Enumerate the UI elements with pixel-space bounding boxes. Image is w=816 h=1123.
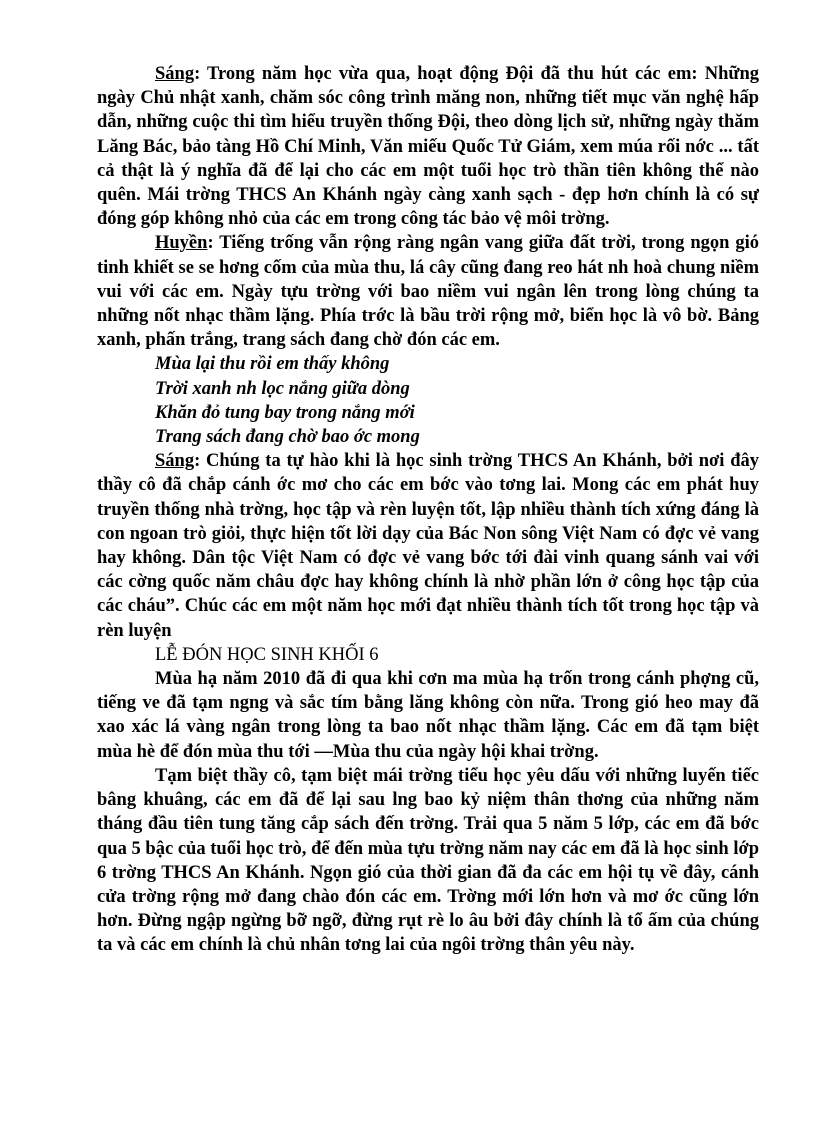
document-page (97, 62, 759, 958)
paragraph-huyen (97, 231, 759, 352)
paragraph-sang-2 (97, 449, 759, 643)
paragraph-farewell: Tạm biệt thầy cô, tạm biệt mái trờng tiểu học yêu dấu với những luyến tiếc bâng khuâng, các em đã để lại sau lng bao kỷ niệm thân thơng của những năm tháng đầu tiên tung tăng cắp sách đến trờng. Trải qua 5 năm 5 lớp, các em đã bớc qua 5 bậc của tuổi học trò, để đến mùa tựu trờng năm nay các em đã là học sinh lớp 6 trờng THCS An Khánh. Ngọn gió của thời gian đã đa các em hội tụ về đây, cánh cửa trờng rộng mở đang chào đón các em. Trờng mới lớn hơn và mơ ớc cũng lớn hơn. Đừng ngập ngừng bỡ ngỡ, đừng rụt rè lo âu bởi đây chính là tổ ấm của chúng ta và các em chính là chủ nhân tơng lai của ngôi trờng thân yêu này. (97, 765, 759, 956)
paragraph-text: : Chúng ta tự hào khi là học sinh trờng THCS An Khánh, bởi nơi đây thầy cô đã chắp cánh ớc mơ cho các em bớc vào tơng lai. Mong các em phát huy truyền thống nhà trờng, học tập và rèn luyện tốt, lập nhiều thành tích xứng đáng là con ngoan trò giỏi, thực hiện tốt lời dạy của Bác Non sông Việt Nam có đợc vẻ vang hay không. Dân tộc Việt Nam có đợc vẻ vang bớc tới đài vinh quang sánh vai với các cờng quốc năm châu đợc hay không chính là nhờ phần lớn ở công học tập của các cháu”. Chúc các em một năm học mới đạt nhiều thành tích tốt trong học tập và rèn luyện (97, 451, 759, 641)
paragraph-sang-1 (97, 62, 759, 231)
paragraph-text: : Tiếng trống vẫn rộng ràng ngân vang giữa đất trời, trong ngọn gió tinh khiết se se hơng cốm của mùa thu, lá cây cũng đang reo hát nh hoà chung niềm vui với các em. Ngày tựu trờng với bao niềm vui ngân lên trong lòng chúng ta những nốt nhạc thầm lặng. Phía trớc là bầu trời rộng mở, biển học là vô bờ. Bảng xanh, phấn trắng, trang sách đang chờ đón các em. (97, 233, 759, 351)
poem-line: Mùa lại thu rồi em thấy không (155, 354, 390, 375)
speaker-label: Huyền (155, 233, 208, 254)
speaker-label: Sáng (155, 451, 195, 472)
poem-line: Trang sách đang chờ bao ớc mong (155, 427, 420, 448)
paragraph-text: : Trong năm học vừa qua, hoạt động Đội đã thu hút các em: Những ngày Chủ nhật xanh, chăm sóc công trình măng non, những tiết mục văn nghệ hấp dẫn, những cuộc thi tìm hiểu truyền thống Đội, theo dòng lịch sử, những ngày thăm Lăng Bác, bảo tàng Hồ Chí Minh, Văn miếu Quốc Tử Giám, xem múa rối nớc ... tất cả thật là ý nghĩa đã để lại cho các em một tuổi học trò thần tiên không thể nào quên. Mái trờng THCS An Khánh ngày càng xanh sạch - đẹp hơn chính là có sự đóng góp không nhỏ của các em trong công tác bảo vệ môi trờng. (97, 64, 759, 230)
poem-line: Trời xanh nh lọc nắng giữa dòng (155, 378, 410, 399)
speaker-label: Sáng (155, 64, 195, 84)
paragraph-summer: Mùa hạ năm 2010 đã đi qua khi cơn ma mùa hạ trốn trong cánh phợng cũ, tiếng ve đã tạm ngng và sắc tím bằng lăng không còn nữa. Trong gió heo may đã xao xác lá vàng ngân trong lòng ta bao nốt nhạc thầm lặng. Các em đã tạm biệt mùa hè để đón mùa thu tới —Mùa thu của ngày hội khai trờng. (97, 669, 759, 762)
section-heading: LỄ ĐÓN HỌC SINH KHỐI 6 (155, 644, 379, 665)
poem-line: Khăn đỏ tung bay trong nắng mới (155, 402, 415, 423)
poem-block (97, 352, 759, 449)
